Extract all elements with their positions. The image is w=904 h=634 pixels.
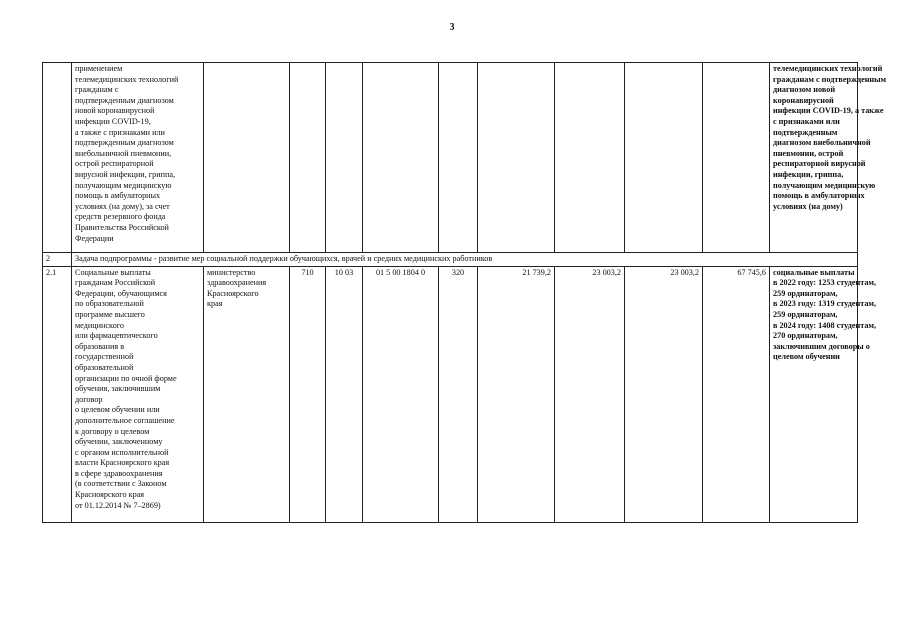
text-line: условиях (на дому), за счет <box>75 201 170 211</box>
measure-result-lines <box>773 267 877 363</box>
text-line: договор <box>75 394 103 404</box>
text-line: организации по очной форме <box>75 373 177 383</box>
text-line: а также с признаками или <box>75 127 165 137</box>
text-line: образования в <box>75 341 125 351</box>
measure-total: 67 745,6 <box>703 266 770 522</box>
text-line: дополнительное соглашение <box>75 415 175 425</box>
measure-result-cell <box>770 266 877 522</box>
text-line: Федерации, обучающимся <box>75 288 167 298</box>
text-line: инфекции, гриппа, <box>773 169 844 179</box>
cont-csr-cell <box>363 63 439 253</box>
text-line: министерство <box>207 267 256 277</box>
measure-2023: 23 003,2 <box>555 266 625 522</box>
text-line: условиях (на дому) <box>773 201 843 211</box>
text-line: внебольничной пневмонии, <box>75 148 172 158</box>
text-line: 270 ординаторам, <box>773 331 838 341</box>
text-line: с органом исполнительной <box>75 447 169 457</box>
text-line: респираторной вирусной <box>773 159 866 169</box>
text-line: в 2022 году: 1253 студентам, <box>773 278 877 288</box>
text-line: Красноярского края <box>75 490 145 500</box>
text-line: к договору о целевом <box>75 426 150 436</box>
text-line: новой коронавирусной <box>75 106 155 116</box>
text-line: обучения, заключившим <box>75 384 161 394</box>
text-line: в сфере здравоохранения <box>75 468 163 478</box>
cont-2024-cell <box>625 63 703 253</box>
cont-result-cell <box>770 63 887 253</box>
page-number: 3 <box>449 22 455 33</box>
cont-admin-cell <box>204 63 290 253</box>
text-line: (в соответствии с Законом <box>75 479 167 489</box>
text-line: помощь в амбулаторных <box>773 191 865 201</box>
text-line: обучении, заключенному <box>75 437 163 447</box>
cont-total-cell <box>703 63 770 253</box>
text-line: Федерации <box>75 233 114 243</box>
text-line: пневмонии, острой <box>773 148 844 158</box>
text-line: 259 ординаторам, <box>773 288 838 298</box>
text-line: власти Красноярского края <box>75 458 170 468</box>
task-text: Задача подпрограммы - развитие мер социальной поддержки обучающихся, врачей и средних медицинских работников <box>72 253 858 267</box>
text-line: или фармацевтического <box>75 331 158 341</box>
cont-result-lines <box>773 64 887 212</box>
measure-2022: 21 739,2 <box>478 266 555 522</box>
text-line: получающим медицинскую <box>75 180 172 190</box>
task-row <box>43 253 858 267</box>
text-line: медицинского <box>75 320 124 330</box>
text-line: подтвержденным диагнозом <box>75 95 174 105</box>
text-line: с признаками или <box>773 116 840 126</box>
text-line: Красноярского <box>207 288 259 298</box>
text-line: телемедицинских технологий <box>773 64 883 73</box>
measure-rzpr: 10 03 <box>326 266 363 522</box>
text-line: применением <box>75 64 123 73</box>
text-line: диагнозом внебольничной <box>773 138 871 148</box>
measure-2024: 23 003,2 <box>625 266 703 522</box>
cont-rzpr-cell <box>326 63 363 253</box>
text-line: инфекции COVID-19, а также <box>773 106 884 116</box>
text-line: Социальные выплаты <box>75 267 151 277</box>
text-line: инфекции COVID-19, <box>75 116 151 126</box>
measure-number: 2.1 <box>43 266 72 522</box>
text-line: в 2023 году: 1319 студентам, <box>773 299 877 309</box>
text-line: Правительства Российской <box>75 222 169 232</box>
text-line: средств резервного фонда <box>75 212 166 222</box>
measure-admin-cell <box>204 266 290 522</box>
cont-name-lines <box>75 64 200 244</box>
text-line: телемедицинских технологий <box>75 74 179 84</box>
text-line: по образовательной <box>75 299 144 309</box>
text-line: программе высшего <box>75 309 145 319</box>
text-line: получающим медицинскую <box>773 180 876 190</box>
text-line: в 2024 году: 1408 студентам, <box>773 320 877 330</box>
continuation-row <box>43 63 858 253</box>
text-line: заключившим договоры о <box>773 341 870 351</box>
text-line: здравоохранения <box>207 278 267 288</box>
text-line: подтвержденным диагнозом <box>75 138 174 148</box>
text-line: гражданам с <box>75 85 119 95</box>
cont-grbs-cell <box>290 63 326 253</box>
cont-number-cell <box>43 63 72 253</box>
text-line: помощь в амбулаторных <box>75 191 161 201</box>
measure-vr: 320 <box>439 266 478 522</box>
text-line: 259 ординаторам, <box>773 309 838 319</box>
cont-vr-cell <box>439 63 478 253</box>
task-number: 2 <box>43 253 72 267</box>
text-line: острой респираторной <box>75 159 154 169</box>
text-line: гражданам Российской <box>75 278 156 288</box>
measure-name-lines <box>75 268 200 512</box>
text-line: вирусной инфекции, гриппа, <box>75 169 176 179</box>
measure-row <box>43 266 858 522</box>
text-line: социальные выплаты <box>773 267 855 277</box>
text-line: государственной <box>75 352 134 362</box>
measure-grbs: 710 <box>290 266 326 522</box>
text-line: образовательной <box>75 362 134 372</box>
measure-admin-lines <box>207 268 286 310</box>
text-line: целевом обучении <box>773 352 840 362</box>
text-line: гражданам с подтвержденным <box>773 74 887 84</box>
text-line: диагнозом новой <box>773 85 836 95</box>
text-line: от 01.12.2014 № 7–2869) <box>75 500 161 510</box>
text-line: коронавирусной <box>773 95 834 105</box>
text-line: о целевом обучении или <box>75 405 160 415</box>
measure-csr: 01 5 00 1804 0 <box>363 266 439 522</box>
cont-2022-cell <box>478 63 555 253</box>
cont-2023-cell <box>555 63 625 253</box>
text-line: подтвержденным <box>773 127 838 137</box>
text-line: края <box>207 299 223 309</box>
program-table <box>42 62 887 523</box>
cont-name-cell <box>72 63 204 253</box>
measure-name-cell <box>72 266 204 522</box>
